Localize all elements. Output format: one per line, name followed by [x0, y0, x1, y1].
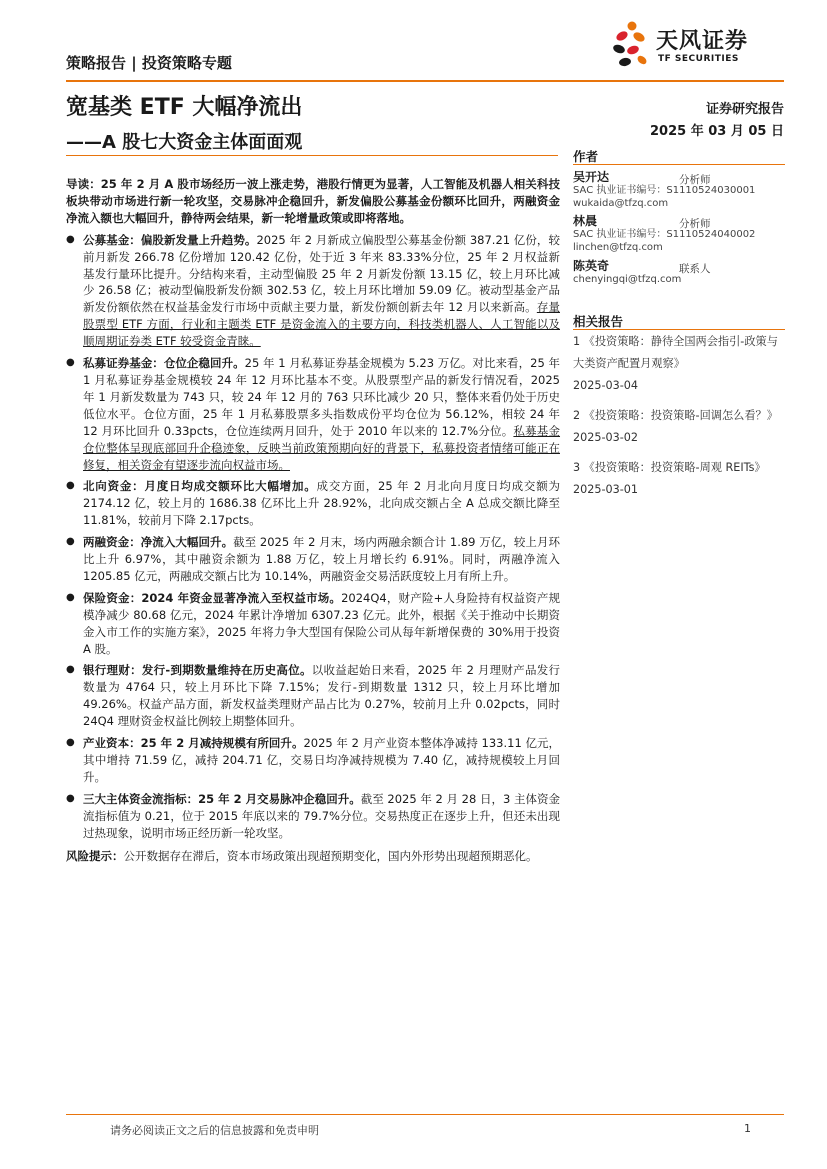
section-body: 截至 2025 年 2 月末，场内两融余额合计 1.89 万亿，较上月环比上升 6.97%，其中融资余额为 1.88 万亿，较上月增长约 6.91%。同时，两融净流入 1205.85 亿元，两融成交额占比为 10.14%，两融资金交易活跃度较上月有所上升。	[83, 535, 560, 583]
risk-paragraph	[66, 848, 560, 865]
logo-text: 天风证券	[656, 29, 749, 54]
section-body: 25 年 1 月私募证券基金规模为 5.23 万亿。对比来看，25 年 1 月私募证券基金规模较 24 年 12 月环比基本不变。从股票型产品的新发行情况看，2025 年 1 月新发数量为 743 只，较 24 年 12 月的 763 只环比减少 20 只，整体来看仍处于历史低位水平。仓位方面，25 年 1 月私募股票多头指数成份平均仓位为 56.12%，相较 24 年 12 月环比回升 0.33pcts，仓位连续两月回升，处于 2010 年以来的 12.7%分位。	[83, 356, 560, 438]
author-card	[573, 260, 785, 286]
intro-text: 25 年 2 月 A 股市场经历一波上涨走势，港股行情更为显著，人工智能及机器人相关科技板块带动市场进行新一轮攻坚，交易脉冲企稳回升，新发偏股公募基金份额环比回升，两融资金净流入额也大幅回升，静待两会结果，新一轮增量政策或即将落地。	[66, 177, 561, 225]
author-email[interactable]: wukaida@tfzq.com	[573, 198, 669, 209]
company-logo	[612, 18, 762, 72]
section-heading: 产业资本：25 年 2 月减持规模有所回升。	[83, 736, 304, 751]
section-body: 2025 年 2 月产业资本整体净减持 133.11 亿元，其中增持 71.59 亿，减持 204.71 亿，交易日均净减持规模为 7.40 亿，减持规模较上月回升。	[83, 736, 560, 784]
related-heading: 相关报告	[573, 314, 624, 329]
intro-paragraph	[66, 176, 560, 227]
section-public-funds	[66, 232, 560, 350]
section-body: 成交方面，25 年 2 月北向月度日均成交额为 2174.12 亿，较上月的 1686.38 亿环比上升 28.92%，北向成交额占全 A 总成交额比降至 11.81%，较前月下降 2.17pcts。	[83, 479, 561, 528]
section-heading: 北向资金：月度日均成交额环比大幅增加。	[83, 479, 317, 494]
section-heading: 两融资金：净流入大幅回升。	[83, 535, 234, 550]
section-highlight: 私募基金仓位整体呈现底部回升企稳迹象，反映当前政策预期向好的背景下，私募投资者情绪可能正在修复，相关资金有望逐步流向权益市场。	[83, 423, 561, 472]
section-insurance	[66, 590, 560, 658]
author-cert: SAC 执业证书编号：S1110524030001	[573, 185, 756, 196]
author-email[interactable]: linchen@tfzq.com	[573, 242, 663, 253]
section-industrial-capital	[66, 735, 560, 786]
footer-disclaimer: 请务必阅读正文之后的信息披露和免责申明	[110, 1124, 319, 1137]
section-heading: 三大主体资金流指标：25 年 2 月交易脉冲企稳回升。	[83, 791, 361, 806]
logo-emblem-icon	[612, 20, 652, 70]
author-role: 分析师	[679, 218, 711, 230]
section-highlight: 存量股票型 ETF 方面，行业和主题类 ETF 是资金流入的主要方向，科技类机器人、人工智能以及顺周期证券类 ETF 较受资金青睐。	[83, 300, 560, 349]
author-name: 吴开达	[573, 170, 610, 184]
page-number: 1	[744, 1122, 751, 1135]
header-divider	[66, 80, 784, 82]
bullet-icon: ●	[66, 737, 75, 749]
footer-divider	[66, 1114, 784, 1115]
author-card	[573, 215, 785, 254]
author-name: 陈英奇	[573, 259, 610, 273]
bullet-icon: ●	[66, 664, 75, 676]
intro-label: 导读：	[66, 177, 101, 191]
section-heading: 私募证券基金：仓位企稳回升。	[83, 356, 245, 371]
related-report-date: 2025-03-04	[573, 379, 639, 392]
bullet-icon: ●	[66, 233, 75, 245]
authors-heading: 作者	[573, 149, 599, 164]
bullet-icon: ●	[66, 591, 75, 603]
section-body: 2025 年 2 月新成立偏股型公募基金份额 387.21 亿份，较前月新发 266.78 亿份增加 120.42 亿份，处于近 3 年来 83.33%分位，25 年 2 月权益新基发行量环比提升。分结构来看，主动型偏股 25 年 2 月新发份额 13.15 亿，较上月环比减少 26.58 亿；被动型偏股新发份额 302.53 亿，较上月环比增加 59.09 亿。被动型基金产品新发份额依然在权益基金发行市场中贡献主要力量，新发份额创新去年 12 月以来新高。	[83, 232, 560, 315]
report-type: 证券研究报告	[705, 102, 784, 117]
related-report-date: 2025-03-01	[573, 483, 639, 496]
risk-text: 公开数据存在滞后，资本市场政策出现超预期变化，国内外形势出现超预期恶化。	[123, 848, 538, 863]
section-heading: 保险资金：2024 年资金显著净流入至权益市场。	[83, 590, 342, 605]
bullet-icon: ●	[66, 536, 75, 548]
related-report-link[interactable]: 1 《投资策略：静待全国两会指引-政策与大类资产配置月观察》	[573, 335, 778, 370]
author-role: 联系人	[679, 263, 711, 275]
section-body: 2024Q4，财产险+人身险持有权益资产规模净减少 80.68 亿元，2024 年累计净增加 6307.23 亿元。此外，根据《关于推动中长期资金入市工作的实施方案》，2025 年将力争大型国有保险公司从每年新增保费的 30%用于投资 A 股。	[83, 590, 560, 656]
section-margin	[66, 534, 560, 585]
section-body: 以收益起始日来看，2025 年 2 月理财产品发行数量为 4764 只，较上月环比下降 7.15%；发行-到期数量 1312 只，较上月环比增加 49.26%。权益产品方面，新发权益类理财产品占比为 0.27%，较前月上升 0.02pcts，同时 24Q4 理财资金权益比例较上期整体回升。	[83, 663, 560, 729]
related-report-date: 2025-03-02	[573, 431, 639, 444]
author-role: 分析师	[679, 174, 711, 186]
subtitle-divider	[66, 155, 558, 156]
page-title: 宽基类 ETF 大幅净流出	[66, 95, 303, 120]
bullet-icon: ●	[66, 357, 75, 369]
related-divider	[573, 329, 785, 330]
section-body: 截至 2025 年 2 月 28 日，3 主体资金流指标值为 0.21，位于 2015 年底以来的 79.7%分位。交易热度正在逐步上升，但还未出现过热现象，说明市场正经历新一轮攻坚。	[83, 791, 560, 840]
section-private-funds	[66, 355, 560, 473]
section-flow-indicator	[66, 791, 560, 842]
author-name: 林晨	[573, 214, 598, 228]
logo-subtext: TF SECURITIES	[658, 54, 739, 64]
section-heading: 银行理财：发行-到期数量维持在历史高位。	[83, 663, 312, 678]
bullet-icon: ●	[66, 792, 75, 804]
related-report-link[interactable]: 3 《投资策略：投资策略-周观 REITs》	[573, 461, 766, 474]
page-subtitle: ——A 股七大资金主体面面观	[66, 132, 303, 153]
bullet-icon: ●	[66, 480, 75, 492]
main-content	[66, 176, 560, 864]
report-category: 策略报告 | 投资策略专题	[66, 54, 232, 72]
related-list	[573, 331, 787, 501]
risk-label: 风险提示：	[66, 848, 124, 863]
author-cert: SAC 执业证书编号：S1110524040002	[573, 229, 756, 240]
related-report-link[interactable]: 2 《投资策略：投资策略-回调怎么看？》	[573, 409, 778, 422]
authors-divider	[573, 164, 785, 165]
section-bank-wealth	[66, 662, 560, 730]
section-heading: 公募基金：偏股新发量上升趋势。	[83, 232, 257, 247]
report-date: 2025 年 03 月 05 日	[650, 124, 784, 139]
section-northbound	[66, 478, 560, 529]
author-email[interactable]: chenyingqi@tfzq.com	[573, 274, 682, 285]
author-card	[573, 171, 785, 210]
